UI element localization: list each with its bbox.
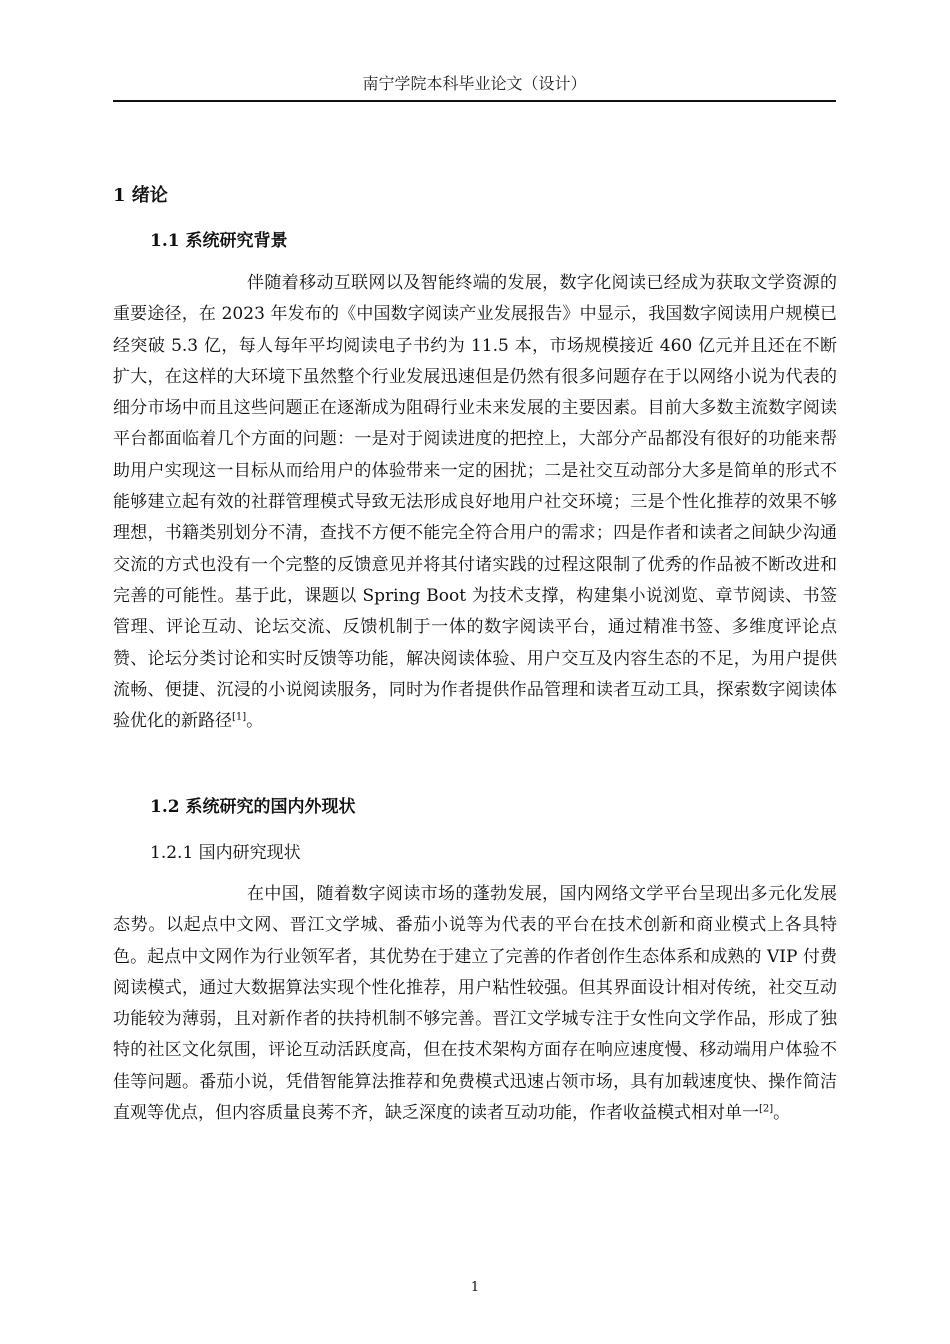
page-number: 1 <box>470 1280 480 1295</box>
header-divider <box>113 100 836 102</box>
background-paragraph-text: 伴随着移动互联网以及智能终端的发展，数字化阅读已经成为获取文学资源的重要途径，在 2023 年发布的《中国数字阅读产业发展报告》中显示，我国数字阅读用户规模已经突破 5.3 亿，每人每年平均阅读电子书约为 11.5 本，市场规模接近 460 亿元并且还在不断扩大，在这样的大环境下虽然整个行业发展迅速但是仍然有很多问题存在于以网络小说为代表的细分市场中而且这些问题正在逐渐成为阻碍行业未来发展的主要因素。目前大多数主流数字阅读平台都面临着几个方面的问题：一是对于阅读进度的把控上，大部分产品都没有很好的功能来帮助用户实现这一目标从而给用户的体验带来一定的困扰；二是社交互动部分大多是简单的形式不能够建立起有效的社群管理模式导致无法形成良好地用户社交环境；三是个性化推荐的效果不够理想，书籍类别划分不清，查找不方便不能完全符合用户的需求；四是作者和读者之间缺少沟通交流的方式也没有一个完整的反馈意见并将其付诸实践的过程这限制了优秀的作品被不断改进和完善的可能性。基于此，课题以 Spring Boot 为技术支撑，构建集小说浏览、章节阅读、书签管理、评论互动、论坛交流、反馈机制于一体的数字阅读平台，通过精准书签、多维度评论点赞、论坛分类讨论和实时反馈等功能，解决阅读体验、用户交互及内容生态的不足，为用户提供流畅、便捷、沉浸的小说阅读服务，同时为作者提供作品管理和读者互动工具，探索数字阅读体验优化的新路径 <box>113 273 837 732</box>
domestic-research-paragraph-end: 。 <box>773 1103 791 1124</box>
section-heading-1-1: 1.1 系统研究背景 <box>150 231 288 251</box>
subsection-heading-1-2-1: 1.2.1 国内研究现状 <box>150 843 301 863</box>
section-heading-1-2: 1.2 系统研究的国内外现状 <box>150 797 356 817</box>
page-header: 南宁学院本科毕业论文（设计） <box>362 74 587 93</box>
chapter-heading: 1 绪论 <box>113 185 168 206</box>
background-paragraph <box>113 268 837 737</box>
background-paragraph-end: 。 <box>246 711 264 732</box>
domestic-research-paragraph-text: 在中国，随着数字阅读市场的蓬勃发展，国内网络文学平台呈现出多元化发展态势。以起点中文网、晋江文学城、番茄小说等为代表的平台在技术创新和商业模式上各具特色。起点中文网作为行业领军者，其优势在于建立了完善的作者创作生态体系和成熟的 VIP 付费阅读模式，通过大数据算法实现个性化推荐，用户粘性较强。但其界面设计相对传统，社交互动功能较为薄弱，且对新作者的扶持机制不够完善。晋江文学城专注于女性向文学作品，形成了独特的社区文化氛围，评论互动活跃度高，但在技术架构方面存在响应速度慢、移动端用户体验不佳等问题。番茄小说，凭借智能算法推荐和免费模式迅速占领市场，具有加载速度快、操作简洁直观等优点，但内容质量良莠不齐，缺乏深度的读者互动功能，作者收益模式相对单一 <box>113 884 837 1124</box>
citation-ref-1: [1] <box>232 711 247 723</box>
domestic-research-paragraph <box>113 879 837 1129</box>
citation-ref-2: [2] <box>759 1103 774 1115</box>
